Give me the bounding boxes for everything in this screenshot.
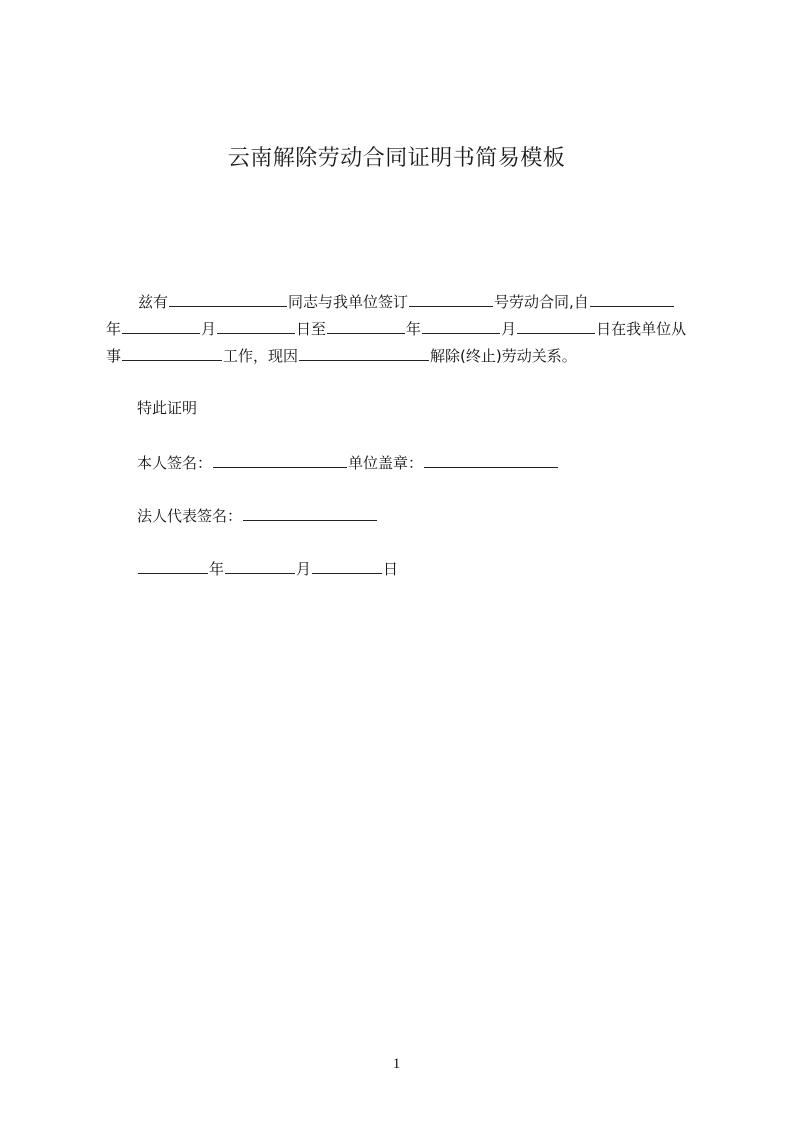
certify-statement: 特此证明 bbox=[137, 399, 198, 417]
text-contract-from: 号劳动合同,自 bbox=[494, 293, 589, 311]
text-terminate: 解除(终止)劳动关系。 bbox=[430, 347, 577, 365]
document-title: 云南解除劳动合同证明书简易模板 bbox=[227, 146, 566, 171]
text-comrade-signed: 同志与我单位签订 bbox=[288, 293, 409, 311]
date-line bbox=[137, 558, 398, 579]
unit-seal-label: 单位盖章： bbox=[348, 454, 424, 472]
legal-rep-blank[interactable] bbox=[243, 505, 377, 521]
signature-line bbox=[137, 452, 559, 473]
date-month-blank[interactable] bbox=[225, 558, 295, 574]
date-day-blank[interactable] bbox=[312, 558, 382, 574]
text-zi-you: 兹有 bbox=[138, 293, 169, 311]
end-month-blank[interactable] bbox=[422, 318, 500, 334]
date-month-label: 月 bbox=[296, 560, 312, 578]
text-year-2: 年 bbox=[406, 320, 422, 338]
job-blank[interactable] bbox=[122, 345, 222, 361]
date-day-label: 日 bbox=[383, 560, 399, 578]
text-month-2: 月 bbox=[501, 320, 517, 338]
end-day-blank[interactable] bbox=[517, 318, 595, 334]
text-day-at-unit: 日在我单位从 bbox=[596, 320, 687, 338]
contract-number-blank[interactable] bbox=[409, 291, 493, 307]
text-month-1: 月 bbox=[201, 320, 217, 338]
paragraph-line-3 bbox=[106, 345, 577, 366]
name-blank[interactable] bbox=[169, 291, 287, 307]
date-year-label: 年 bbox=[209, 560, 225, 578]
paragraph-line-1 bbox=[138, 291, 675, 312]
paragraph-line-2 bbox=[106, 318, 686, 339]
legal-rep-label: 法人代表签名： bbox=[137, 507, 243, 525]
end-year-blank[interactable] bbox=[327, 318, 405, 334]
legal-rep-line bbox=[137, 505, 378, 526]
start-month-blank[interactable] bbox=[122, 318, 200, 334]
text-shi: 事 bbox=[106, 347, 122, 365]
start-year-blank[interactable] bbox=[590, 291, 674, 307]
date-year-blank[interactable] bbox=[138, 558, 208, 574]
text-day-to: 日至 bbox=[296, 320, 327, 338]
text-work-due-to: 工作，现因 bbox=[223, 347, 299, 365]
text-year-1: 年 bbox=[106, 320, 122, 338]
personal-signature-blank[interactable] bbox=[213, 452, 347, 468]
start-day-blank[interactable] bbox=[217, 318, 295, 334]
reason-blank[interactable] bbox=[299, 345, 429, 361]
page-number: 1 bbox=[392, 1056, 401, 1072]
unit-seal-blank[interactable] bbox=[424, 452, 558, 468]
personal-signature-label: 本人签名： bbox=[137, 454, 213, 472]
